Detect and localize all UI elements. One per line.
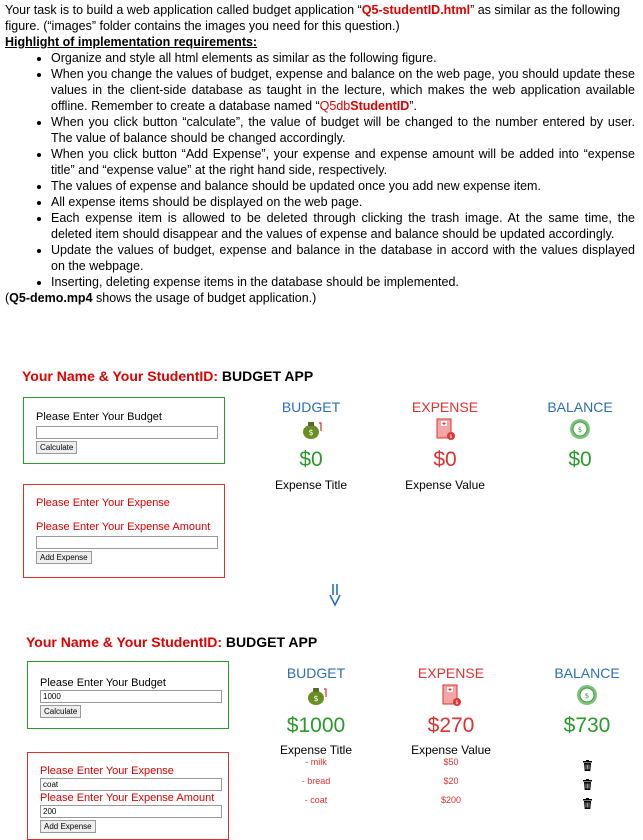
- req-item: • Update the values of budget, expense and balance in the database in accord with the values displayed on the webpage.: [51, 242, 635, 274]
- coin-icon: [568, 417, 592, 441]
- calculate-button[interactable]: Calculate: [40, 705, 81, 718]
- budget-label: Please Enter Your Budget: [40, 677, 166, 689]
- req-item: • When you click button “calculate”, the value of budget will be changed to the number entered by user. The value of balance should be changed accordingly.: [51, 114, 635, 146]
- filename: Q5-studentID.html: [361, 3, 471, 17]
- list-item: $50: [443, 757, 459, 767]
- down-arrow-icon: [328, 583, 342, 607]
- svg-text:$: $: [584, 692, 590, 700]
- expense-heading: EXPENSE: [411, 399, 479, 415]
- expense-value-heading: Expense Value: [405, 478, 485, 492]
- trash-icon[interactable]: [583, 760, 592, 771]
- list-item: $200: [440, 795, 462, 805]
- list-item: - bread: [301, 776, 331, 786]
- list-item: - milk: [305, 757, 327, 767]
- budget-column-before: [271, 399, 351, 492]
- add-expense-button[interactable]: Add Expense: [36, 551, 92, 564]
- demo-note: (Q5-demo.mp4 shows the usage of budget application.): [5, 291, 317, 305]
- expense-amount: $0: [433, 448, 457, 471]
- req-item: • All expense items should be displayed on the web page.: [51, 194, 635, 210]
- svg-text:$: $: [577, 426, 583, 434]
- add-expense-button[interactable]: Add Expense: [40, 820, 96, 833]
- list-item: - coat: [304, 795, 328, 805]
- expense-value-heading: Expense Value: [411, 743, 491, 757]
- bill-icon: [439, 683, 463, 707]
- balance-amount: $0: [568, 448, 592, 471]
- req-item: • Inserting, deleting expense items in the database should be implemented.: [51, 274, 635, 290]
- expense-title-heading: Expense Title: [279, 743, 353, 757]
- req-item: • The values of expense and balance should be updated once you add new expense item.: [51, 178, 635, 194]
- expense-amount: $270: [427, 714, 475, 737]
- expense-input[interactable]: [40, 778, 222, 791]
- expense-label: Please Enter Your Expense: [40, 765, 174, 777]
- trash-icon[interactable]: [583, 798, 592, 809]
- req-item: • Organize and style all html elements as similar as the following figure.: [51, 50, 635, 66]
- bill-icon: [433, 417, 457, 441]
- budget-label: Please Enter Your Budget: [36, 411, 162, 423]
- balance-column-after: [547, 665, 627, 817]
- requirements-title: Highlight of implementation requirements:: [5, 35, 258, 49]
- expense-label: Please Enter Your Expense: [36, 497, 170, 509]
- budget-panel-before: [23, 397, 225, 464]
- expense-column-after: [411, 665, 491, 810]
- trash-list: [547, 760, 627, 817]
- balance-amount: $730: [563, 714, 611, 737]
- delete-item[interactable]: [547, 779, 627, 798]
- svg-text:$: $: [313, 694, 319, 703]
- balance-heading: BALANCE: [554, 665, 620, 681]
- svg-text:$: $: [455, 700, 459, 706]
- expense-column-before: [405, 399, 485, 492]
- money-bag-icon: [299, 417, 323, 441]
- coin-icon: [575, 683, 599, 707]
- budget-panel-after: [27, 661, 229, 729]
- intro-line: Your task is to build a web application called budget application “Q5-studentID.html” as similar as the following figure. (“images” folder contains the images you need for this question.): [5, 3, 621, 33]
- expense-panel-before: [23, 484, 225, 578]
- budget-heading: BUDGET: [281, 399, 341, 415]
- req-item: • Each expense item is allowed to be deleted through clicking the trash image. At the same time, the deleted item should disappear and the values of expense and balance should be updated accordingly.: [51, 210, 635, 242]
- amount-label: Please Enter Your Expense Amount: [36, 521, 211, 533]
- budget-input[interactable]: [36, 426, 218, 439]
- expense-heading: EXPENSE: [417, 665, 485, 681]
- amount-input[interactable]: [40, 805, 222, 818]
- requirements-list: [5, 50, 635, 290]
- budget-column-after: [276, 665, 356, 810]
- budget-heading: BUDGET: [286, 665, 346, 681]
- req-item: • When you change the values of budget, expense and balance on the web page, you should update these values in the client-side database as taught in the lecture, which makes the web application available offline. Remember to create a database named “Q5dbStudentID”.: [51, 66, 635, 114]
- budget-amount: $0: [299, 448, 323, 471]
- amount-label: Please Enter Your Expense Amount: [40, 792, 215, 804]
- instructions: [5, 2, 635, 306]
- expense-value-list: [411, 753, 491, 810]
- amount-input[interactable]: [36, 536, 218, 549]
- app-title-after: Your Name & Your StudentID: BUDGET APP: [26, 634, 318, 650]
- delete-item[interactable]: [547, 798, 627, 817]
- balance-heading: BALANCE: [547, 399, 613, 415]
- expense-title-heading: Expense Title: [274, 478, 348, 492]
- expense-title-list: [276, 753, 356, 810]
- trash-icon[interactable]: [583, 779, 592, 790]
- budget-input[interactable]: [40, 690, 222, 703]
- svg-text:$: $: [308, 428, 314, 437]
- req-item: • When you click button “Add Expense”, your expense and expense amount will be added into “expense title” and “expense value” at the right hand side, respectively.: [51, 146, 635, 178]
- list-item: $20: [443, 776, 459, 786]
- delete-item[interactable]: [547, 760, 627, 779]
- budget-amount: $1000: [286, 714, 346, 737]
- balance-column-before: [540, 399, 620, 472]
- expense-panel-after: [27, 752, 229, 840]
- svg-text:$: $: [449, 434, 453, 440]
- calculate-button[interactable]: Calculate: [36, 441, 77, 454]
- money-bag-icon: [304, 683, 328, 707]
- app-title-before: Your Name & Your StudentID: BUDGET APP: [22, 368, 314, 384]
